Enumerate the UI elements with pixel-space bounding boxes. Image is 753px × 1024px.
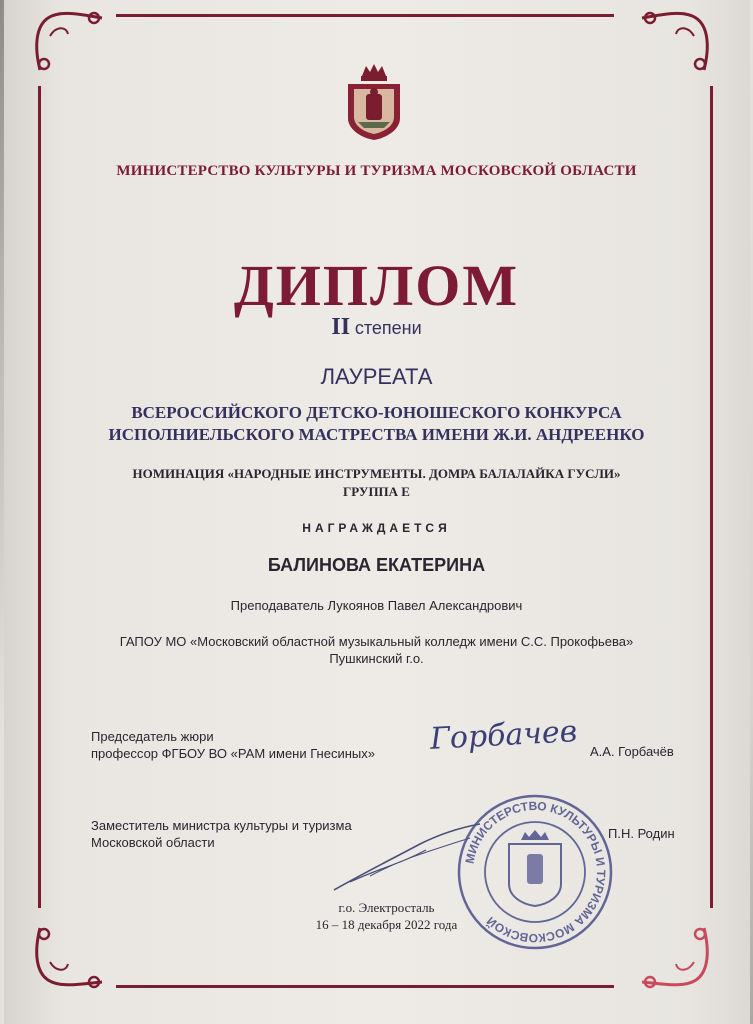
school-line-1: ГАПОУ МО «Московский областной музыкальный колледж имени С.С. Прокофьева» [119,634,634,649]
dates-line: 16 – 18 декабря 2022 года [315,917,458,932]
nomination-line-1: НОМИНАЦИЯ «НАРОДНЫЕ ИНСТРУМЕНТЫ. ДОМРА БАЛАЛАЙКА ГУСЛИ» [132,466,621,481]
signer-1-title-line-1: Председатель жюри [91,729,214,744]
corner-ornament-top-right [636,6,716,76]
signer-2-title-line-1: Заместитель министра культуры и туризма [91,818,352,833]
frame-bottom-rule [116,985,614,988]
teacher-line: Преподаватель Лукоянов Павел Александрович [230,598,523,613]
degree-line [0,314,753,341]
corner-ornament-top-left [28,6,108,76]
signer-1-name: А.А. Горбачёв [590,744,674,759]
signer-1-title-line-2: профессор ФГБОУ ВО «РАМ имени Гнесиных» [91,746,375,761]
seal-text: МИНИСТЕРСТВО КУЛЬТУРЫ И ТУРИЗМА МОСКОВСКОЙ [462,798,609,946]
place-line: г.о. Электросталь [338,900,435,915]
frame-top-rule [116,14,614,17]
diploma-title: ДИПЛОМ [233,253,520,318]
degree-word: степени [354,318,422,338]
ministry-heading: МИНИСТЕРСТВО КУЛЬТУРЫ И ТУРИЗМА МОСКОВСКОЙ ОБЛАСТИ [116,163,637,179]
contest-name-line-1: ВСЕРОССИЙСКОГО ДЕТСКО-ЮНОШЕСКОГО КОНКУРСА [131,403,622,422]
nomination-line-2: ГРУППА Е [343,484,410,499]
recipient-name: БАЛИНОВА ЕКАТЕРИНА [267,555,486,575]
signer-1-signature: Горбачев [429,714,579,757]
school-line-2: Пушкинский г.о. [329,651,424,666]
signer-2-name: П.Н. Родин [608,826,675,841]
awarded-label: НАГРАЖДАЕТСЯ [302,521,451,535]
coat-of-arms-icon [344,62,404,142]
degree-numeral: II [331,314,351,340]
signer-2-title-line-2: Московской области [91,835,215,850]
contest-name-line-2: ИСПОЛНИЕЛЬСКОГО МАСТРЕСТВА ИМЕНИ Ж.И. АНДРЕЕНКО [108,425,645,444]
laureate-label: ЛАУРЕАТА [320,364,433,389]
